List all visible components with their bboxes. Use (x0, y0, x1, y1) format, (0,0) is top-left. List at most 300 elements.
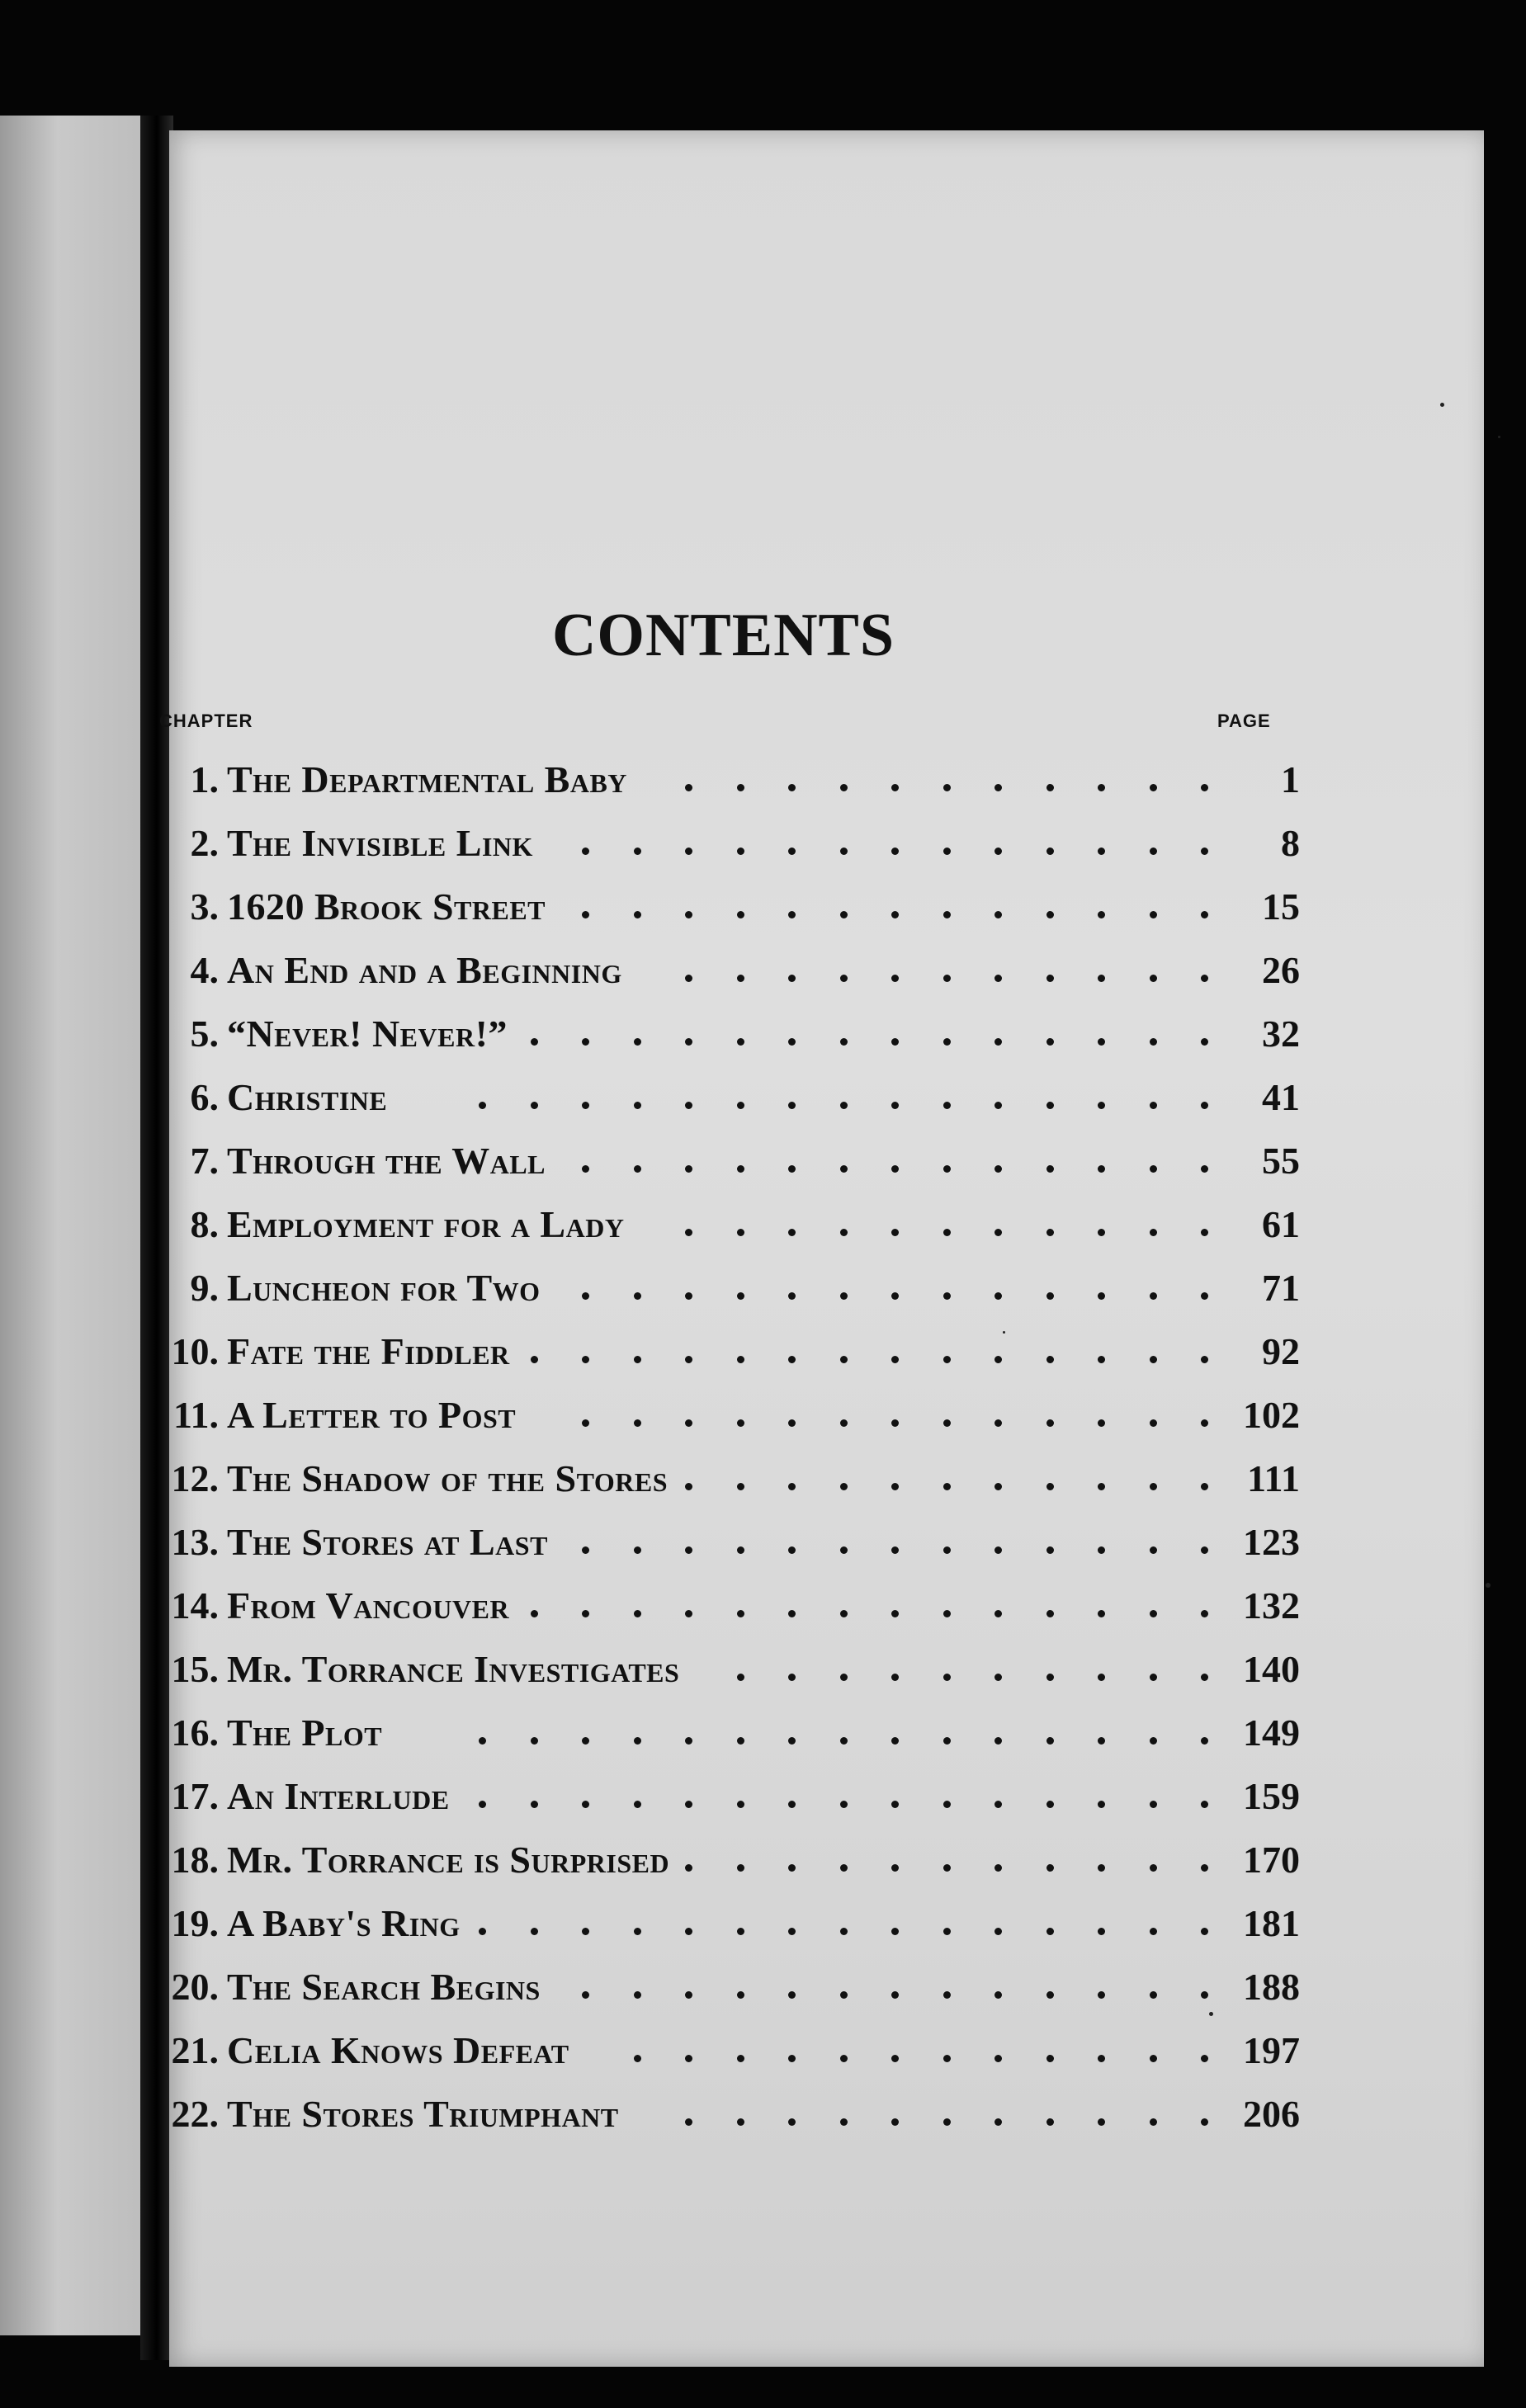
leader-dot (994, 1038, 1002, 1046)
chapter-title: Mr. Torrance is Surprised (227, 1839, 670, 1881)
leader-dot (685, 2118, 692, 2126)
leader-dot (994, 1419, 1002, 1427)
leader-dot (582, 1737, 589, 1745)
leader-dot (531, 1038, 538, 1046)
leader-dot (1098, 1737, 1105, 1745)
leader-dot (737, 1229, 744, 1236)
contents-entry (161, 1065, 1300, 1129)
chapter-number: 1. (190, 758, 219, 800)
leader-dot (685, 1356, 692, 1363)
chapter-number: 18. (171, 1839, 219, 1881)
chapter-number: 21. (171, 2029, 219, 2071)
leader-dot (634, 1356, 641, 1363)
chapter-number: 8. (190, 1203, 219, 1245)
leader-dot (943, 1102, 951, 1109)
leader-dot (840, 1674, 848, 1681)
leader-dot (891, 2118, 899, 2126)
chapter-number: 20. (171, 1966, 219, 2008)
leader-dot (943, 1356, 951, 1363)
leader-dot (788, 1356, 796, 1363)
leader-dot (737, 2055, 744, 2062)
leader-dot (788, 2055, 796, 2062)
leader-dot (1150, 1292, 1157, 1300)
leader-dot (891, 1102, 899, 1109)
chapter-title: The Departmental Baby (227, 758, 627, 800)
page-number: 102 (1243, 1394, 1300, 1436)
page-number: 159 (1243, 1775, 1300, 1817)
leader-dot (1046, 1546, 1054, 1554)
leader-dot (1098, 1292, 1105, 1300)
leader-dot (840, 1928, 848, 1935)
contents-entry (161, 1192, 1300, 1256)
leader-dot (1098, 1674, 1105, 1681)
leader-dot (891, 1610, 899, 1617)
leader-dot (737, 1674, 744, 1681)
leader-dot (1201, 1610, 1208, 1617)
leader-dot (685, 1546, 692, 1554)
chapter-number: 11. (173, 1394, 219, 1436)
leader-dot (1150, 1165, 1157, 1173)
leader-dot (634, 1292, 641, 1300)
leader-dot (891, 1419, 899, 1427)
chapter-number: 6. (190, 1076, 219, 1118)
leader-dot (1201, 975, 1208, 982)
leader-dot (840, 1419, 848, 1427)
leader-dot (1098, 1546, 1105, 1554)
leader-dot (1046, 1737, 1054, 1745)
page-number: 188 (1243, 1966, 1300, 2008)
leader-dot (994, 1610, 1002, 1617)
leader-dot (943, 1038, 951, 1046)
leader-dot (1201, 784, 1208, 791)
contents-entry (161, 1764, 1300, 1828)
leader-dot (1046, 1165, 1054, 1173)
chapter-title: 1620 Brook Street (227, 885, 546, 928)
leader-dot (1201, 1165, 1208, 1173)
leader-dot (1201, 1419, 1208, 1427)
leader-dot (737, 848, 744, 855)
leader-dot (737, 1038, 744, 1046)
leader-dot (1201, 1928, 1208, 1935)
contents-entry (161, 1955, 1300, 2018)
leader-dot (891, 2055, 899, 2062)
contents-entry (161, 2018, 1300, 2082)
leader-dot (685, 1864, 692, 1872)
leader-dot (788, 1674, 796, 1681)
leader-dot (788, 1292, 796, 1300)
leader-dot (891, 1928, 899, 1935)
leader-dot (788, 1419, 796, 1427)
leader-dot (840, 911, 848, 918)
leader-dot (1046, 1864, 1054, 1872)
leader-dot (994, 848, 1002, 855)
contents-page (159, 130, 1484, 2367)
leader-dot (582, 1610, 589, 1617)
leader-dot (1098, 1610, 1105, 1617)
leader-dot (943, 1419, 951, 1427)
leader-dot (1046, 1038, 1054, 1046)
leader-dot (994, 1229, 1002, 1236)
leader-dot (943, 1991, 951, 1999)
leader-dot (788, 1483, 796, 1490)
chapter-number: 12. (171, 1457, 219, 1499)
leader-dot (685, 784, 692, 791)
chapter-title: A Baby's Ring (227, 1902, 461, 1944)
leader-dot (1046, 2118, 1054, 2126)
page-number: 8 (1281, 822, 1300, 864)
leader-dot (1150, 784, 1157, 791)
contents-entry (161, 1637, 1300, 1701)
leader-dot (840, 1356, 848, 1363)
leader-dot (891, 975, 899, 982)
chapter-number: 22. (171, 2093, 219, 2135)
leader-dot (994, 784, 1002, 791)
leader-dot (1201, 1483, 1208, 1490)
leader-dot (840, 1801, 848, 1808)
leader-dot (685, 1991, 692, 1999)
page-number: 41 (1262, 1076, 1300, 1118)
leader-dot (685, 1292, 692, 1300)
leader-dot (1046, 1229, 1054, 1236)
leader-dot (1150, 2055, 1157, 2062)
leader-dot (943, 1801, 951, 1808)
leader-dot (582, 1801, 589, 1808)
leader-dot (582, 1356, 589, 1363)
leader-dot (994, 911, 1002, 918)
leader-dot (788, 1928, 796, 1935)
leader-dot (1201, 2118, 1208, 2126)
leader-dot (737, 1610, 744, 1617)
leader-dot (531, 1801, 538, 1808)
leader-dot (1098, 1165, 1105, 1173)
leader-dot (994, 1356, 1002, 1363)
contents-list (161, 748, 1300, 2146)
chapter-number: 9. (190, 1267, 219, 1309)
leader-dot (943, 1229, 951, 1236)
chapter-title: An End and a Beginning (227, 949, 622, 991)
leader-dot (479, 1801, 486, 1808)
contents-entry (161, 1129, 1300, 1192)
leader-dot (685, 2055, 692, 2062)
leader-dot (685, 1165, 692, 1173)
leader-dot (737, 1356, 744, 1363)
scan-speck (1440, 403, 1444, 407)
leader-dot (1201, 1801, 1208, 1808)
leader-dot (1150, 1483, 1157, 1490)
leader-dot (1150, 911, 1157, 918)
leader-dot (891, 1546, 899, 1554)
leader-dot (1098, 975, 1105, 982)
leader-dot (788, 848, 796, 855)
contents-entry (161, 938, 1300, 1002)
leader-dot (1046, 1801, 1054, 1808)
page-number: 140 (1243, 1648, 1300, 1690)
page-number: 55 (1262, 1140, 1300, 1182)
leader-dot (1150, 1102, 1157, 1109)
leader-dot (994, 2055, 1002, 2062)
leader-dot (634, 911, 641, 918)
leader-dot (788, 1229, 796, 1236)
leader-dot (582, 1292, 589, 1300)
leader-dot (994, 1928, 1002, 1935)
leader-dot (1046, 1610, 1054, 1617)
leader-dot (1150, 1229, 1157, 1236)
leader-dot (1150, 975, 1157, 982)
leader-dot (943, 2118, 951, 2126)
leader-dot (1150, 1674, 1157, 1681)
leader-dot (479, 1102, 486, 1109)
leader-dot (737, 1419, 744, 1427)
leader-dot (840, 1165, 848, 1173)
page-number: 26 (1262, 949, 1300, 991)
leader-dot (737, 2118, 744, 2126)
leader-dot (1150, 1419, 1157, 1427)
leader-dot (891, 911, 899, 918)
chapter-number: 5. (190, 1013, 219, 1055)
leader-dot (1098, 911, 1105, 918)
leader-dot (1046, 1483, 1054, 1490)
leader-dot (582, 848, 589, 855)
leader-dot (994, 975, 1002, 982)
leader-dot (1150, 1038, 1157, 1046)
leader-dot (1098, 1801, 1105, 1808)
leader-dot (994, 1165, 1002, 1173)
page-column-header: PAGE (1217, 711, 1271, 731)
page-number: 170 (1243, 1839, 1300, 1881)
leader-dot (1098, 1356, 1105, 1363)
scan-speck (1209, 2012, 1213, 2016)
leader-dot (685, 1419, 692, 1427)
chapter-number: 4. (190, 949, 219, 991)
leader-dot (737, 975, 744, 982)
leader-dot (1098, 1928, 1105, 1935)
leader-dot (1201, 848, 1208, 855)
leader-dot (994, 1991, 1002, 1999)
leader-dot (994, 2118, 1002, 2126)
chapter-title: The Stores Triumphant (227, 2093, 619, 2135)
leader-dot (634, 1546, 641, 1554)
leader-dot (1201, 1356, 1208, 1363)
leader-dot (1150, 2118, 1157, 2126)
leader-dot (737, 784, 744, 791)
page-title: CONTENTS (551, 602, 895, 669)
contents-entry (161, 1701, 1300, 1764)
leader-dot (1098, 1419, 1105, 1427)
leader-dot (1098, 1102, 1105, 1109)
page-number: 132 (1243, 1584, 1300, 1627)
leader-dot (788, 1102, 796, 1109)
leader-dot (685, 1483, 692, 1490)
leader-dot (891, 1229, 899, 1236)
chapter-number: 2. (190, 822, 219, 864)
leader-dot (840, 2055, 848, 2062)
leader-dot (737, 1483, 744, 1490)
page-number: 61 (1262, 1203, 1300, 1245)
chapter-title: Christine (227, 1076, 388, 1118)
leader-dot (788, 784, 796, 791)
leader-dot (788, 1546, 796, 1554)
chapter-title: The Shadow of the Stores (227, 1457, 669, 1499)
chapter-number: 16. (171, 1712, 219, 1754)
leader-dot (788, 975, 796, 982)
chapter-number: 17. (171, 1775, 219, 1817)
leader-dot (788, 1864, 796, 1872)
leader-dot (840, 1483, 848, 1490)
leader-dot (1201, 911, 1208, 918)
leader-dot (943, 1610, 951, 1617)
chapter-title: From Vancouver (227, 1584, 510, 1627)
contents-entry (161, 1891, 1300, 1955)
leader-dot (1098, 1864, 1105, 1872)
leader-dot (788, 1737, 796, 1745)
leader-dot (685, 848, 692, 855)
leader-dot (1150, 1928, 1157, 1935)
leader-dot (994, 1483, 1002, 1490)
leader-dot (788, 1165, 796, 1173)
leader-dot (994, 1801, 1002, 1808)
page-number: 197 (1243, 2029, 1300, 2071)
leader-dot (1150, 1737, 1157, 1745)
leader-dot (634, 1419, 641, 1427)
leader-dot (788, 1038, 796, 1046)
leader-dot (891, 1292, 899, 1300)
chapter-number: 14. (171, 1584, 219, 1627)
leader-dot (994, 1102, 1002, 1109)
leader-dot (582, 1991, 589, 1999)
leader-dot (1150, 1864, 1157, 1872)
leader-dot (685, 1102, 692, 1109)
leader-dot (1201, 1991, 1208, 1999)
leader-dot (891, 1483, 899, 1490)
leader-dot (1201, 1546, 1208, 1554)
leader-dot (788, 2118, 796, 2126)
leader-dot (634, 2055, 641, 2062)
leader-dot (582, 1038, 589, 1046)
leader-dot (891, 1737, 899, 1745)
leader-dot (788, 1991, 796, 1999)
leader-dot (994, 1737, 1002, 1745)
chapter-number: 19. (171, 1902, 219, 1944)
leader-dot (582, 911, 589, 918)
leader-dot (1150, 1610, 1157, 1617)
chapter-title: Fate the Fiddler (227, 1330, 510, 1372)
leader-dot (994, 1864, 1002, 1872)
leader-dot (1046, 1674, 1054, 1681)
leader-dot (685, 1610, 692, 1617)
leader-dot (685, 1038, 692, 1046)
leader-dot (891, 784, 899, 791)
leader-dot (737, 1102, 744, 1109)
leader-dot (531, 1356, 538, 1363)
leader-dot (1046, 1356, 1054, 1363)
leader-dot (994, 1674, 1002, 1681)
leader-dot (1201, 1229, 1208, 1236)
leader-dot (840, 848, 848, 855)
leader-dot (1201, 1674, 1208, 1681)
leader-dot (1098, 1229, 1105, 1236)
leader-dot (1098, 2118, 1105, 2126)
chapter-title: The Invisible Link (227, 822, 533, 864)
leader-dot (737, 1991, 744, 1999)
leader-dot (994, 1546, 1002, 1554)
chapter-number: 15. (171, 1648, 219, 1690)
page-number: 149 (1243, 1712, 1300, 1754)
leader-dot (943, 1674, 951, 1681)
leader-dot (634, 848, 641, 855)
leader-dot (1201, 1737, 1208, 1745)
leader-dot (1046, 1102, 1054, 1109)
leader-dot (1046, 1991, 1054, 1999)
leader-dot (582, 1419, 589, 1427)
page-number: 1 (1281, 758, 1300, 800)
contents-entry (161, 811, 1300, 875)
leader-dot (943, 911, 951, 918)
leader-dot (531, 1737, 538, 1745)
chapter-title: The Search Begins (227, 1966, 541, 2008)
leader-dot (891, 1356, 899, 1363)
leader-dot (891, 1038, 899, 1046)
contents-entry (161, 1574, 1300, 1637)
leader-dot (582, 1546, 589, 1554)
contents-entry (161, 1002, 1300, 1065)
leader-dot (788, 1801, 796, 1808)
leader-dot (943, 848, 951, 855)
leader-dot (1201, 1102, 1208, 1109)
leader-dot (891, 1991, 899, 1999)
leader-dot (943, 784, 951, 791)
chapter-title: Celia Knows Defeat (227, 2029, 569, 2071)
leader-dot (479, 1737, 486, 1745)
leader-dot (1098, 848, 1105, 855)
chapter-title: A Letter to Post (227, 1394, 517, 1436)
contents-entry (161, 1320, 1300, 1383)
leader-dot (634, 1165, 641, 1173)
contents-entry (161, 1383, 1300, 1447)
verso-page-edge (0, 116, 144, 2335)
leader-dot (788, 1610, 796, 1617)
leader-dot (685, 975, 692, 982)
leader-dot (737, 1737, 744, 1745)
leader-dot (1201, 1038, 1208, 1046)
leader-dot (840, 975, 848, 982)
leader-dot (1046, 2055, 1054, 2062)
chapter-title: Mr. Torrance Investigates (227, 1648, 680, 1690)
leader-dot (1201, 1292, 1208, 1300)
leader-dot (891, 1674, 899, 1681)
leader-dot (1098, 784, 1105, 791)
leader-dot (582, 1928, 589, 1935)
contents-entry (161, 748, 1300, 811)
chapter-title: Luncheon for Two (227, 1267, 541, 1309)
leader-dot (943, 975, 951, 982)
leader-dot (531, 1102, 538, 1109)
leader-dot (634, 1737, 641, 1745)
leader-dot (943, 1737, 951, 1745)
page-number: 111 (1247, 1457, 1300, 1499)
leader-dot (1150, 848, 1157, 855)
chapter-title: Through the Wall (227, 1140, 546, 1182)
scan-speck (1003, 1331, 1005, 1334)
leader-dot (840, 1038, 848, 1046)
leader-dot (634, 1610, 641, 1617)
contents-entry (161, 2082, 1300, 2146)
leader-dot (1046, 1292, 1054, 1300)
leader-dot (1098, 1991, 1105, 1999)
contents-entry (161, 1510, 1300, 1574)
leader-dot (943, 1928, 951, 1935)
leader-dot (737, 1864, 744, 1872)
leader-dot (891, 1165, 899, 1173)
